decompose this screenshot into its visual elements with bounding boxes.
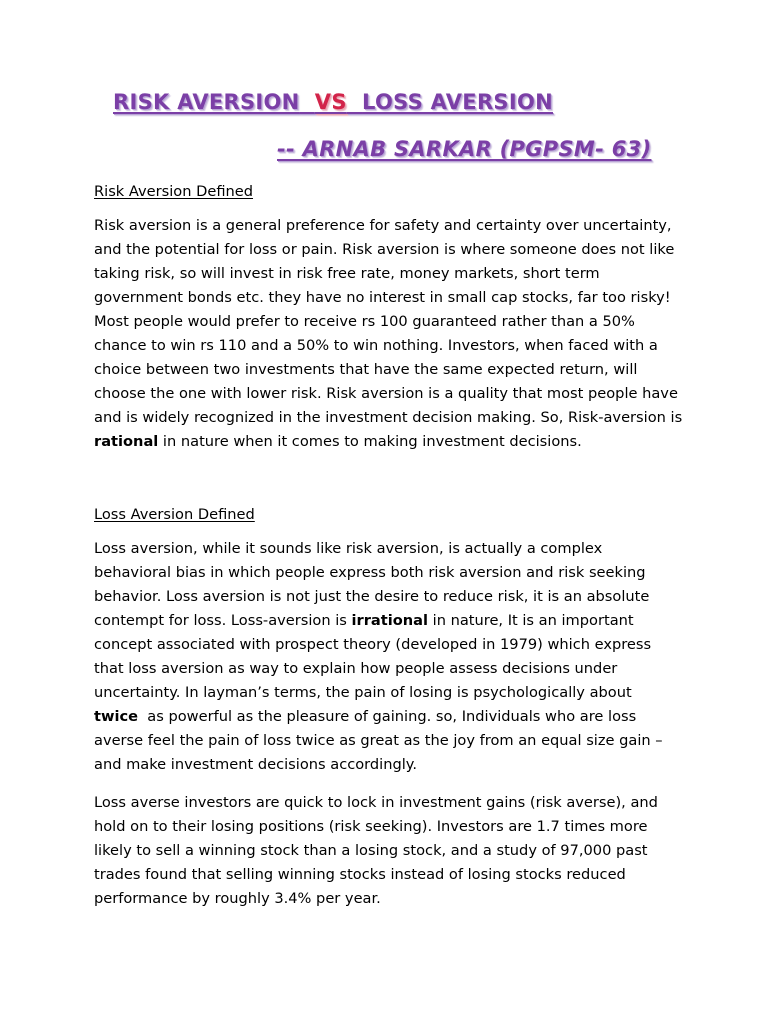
paragraph-line: Risk aversion is a general preference for safety and certainty over uncertainty, (94, 217, 672, 234)
paragraph-line: and the potential for loss or pain. Risk aversion is where someone does not like (94, 241, 675, 258)
paragraph-line: choice between two investments that have the same expected return, will (94, 361, 638, 378)
paragraph-line (94, 430, 694, 454)
paragraph-line (94, 705, 694, 729)
bold-term-rational: rational (94, 433, 159, 450)
section-heading-risk-aversion: Risk Aversion Defined (94, 183, 254, 200)
paragraph-line: trades found that selling winning stocks instead of losing stocks reduced (94, 866, 626, 883)
paragraph-line: behavior. Loss aversion is not just the desire to reduce risk, it is an absolute (94, 588, 650, 605)
author-line: -- ARNAB SARKAR (PGPSM- 63) (277, 137, 652, 161)
document-title (113, 90, 553, 114)
line-text: in nature, It is an important (428, 612, 634, 629)
paragraph-line: averse feel the pain of loss twice as great as the joy from an equal size gain – (94, 732, 663, 749)
paragraph-loss-averse-investors (94, 791, 694, 911)
paragraph-line: that loss aversion as way to explain how people assess decisions under (94, 660, 618, 677)
paragraph-loss-aversion (94, 537, 694, 777)
bold-term-irrational: irrational (351, 612, 429, 629)
title-part-loss-aversion: LOSS AVERSION (362, 90, 553, 114)
paragraph-line: uncertainty. In layman’s terms, the pain of losing is psychologically about (94, 684, 632, 701)
line-text: in nature when it comes to making investment decisions. (158, 433, 582, 450)
title-vs: VS (314, 90, 347, 114)
paragraph-line: government bonds etc. they have no interest in small cap stocks, far too risky! (94, 289, 671, 306)
paragraph-line: taking risk, so will invest in risk free rate, money markets, short term (94, 265, 600, 282)
bold-term-twice: twice (94, 708, 139, 725)
paragraph-line: and make investment decisions accordingly. (94, 756, 417, 773)
paragraph-line: Loss averse investors are quick to lock in investment gains (risk averse), and (94, 794, 658, 811)
line-text: as powerful as the pleasure of gaining. so, Individuals who are loss (138, 708, 637, 725)
paragraph-line (94, 609, 694, 633)
paragraph-line: Loss aversion, while it sounds like risk aversion, is actually a complex (94, 540, 603, 557)
paragraph-line: choose the one with lower risk. Risk aversion is a quality that most people have (94, 385, 678, 402)
paragraph-line: hold on to their losing positions (risk seeking). Investors are 1.7 times more (94, 818, 648, 835)
paragraph-line: concept associated with prospect theory (developed in 1979) which express (94, 636, 652, 653)
paragraph-risk-aversion (94, 214, 694, 454)
paragraph-line: behavioral bias in which people express both risk aversion and risk seeking (94, 564, 646, 581)
line-text: contempt for loss. Loss-aversion is (94, 612, 352, 629)
paragraph-line: performance by roughly 3.4% per year. (94, 890, 381, 907)
paragraph-line: chance to win rs 110 and a 50% to win nothing. Investors, when faced with a (94, 337, 658, 354)
paragraph-line: Most people would prefer to receive rs 100 guaranteed rather than a 50% (94, 313, 635, 330)
title-part-risk-aversion: RISK AVERSION (113, 90, 300, 114)
section-heading-loss-aversion: Loss Aversion Defined (94, 506, 255, 523)
paragraph-line: and is widely recognized in the investment decision making. So, Risk-aversion is (94, 409, 683, 426)
paragraph-line: likely to sell a winning stock than a losing stock, and a study of 97,000 past (94, 842, 648, 859)
